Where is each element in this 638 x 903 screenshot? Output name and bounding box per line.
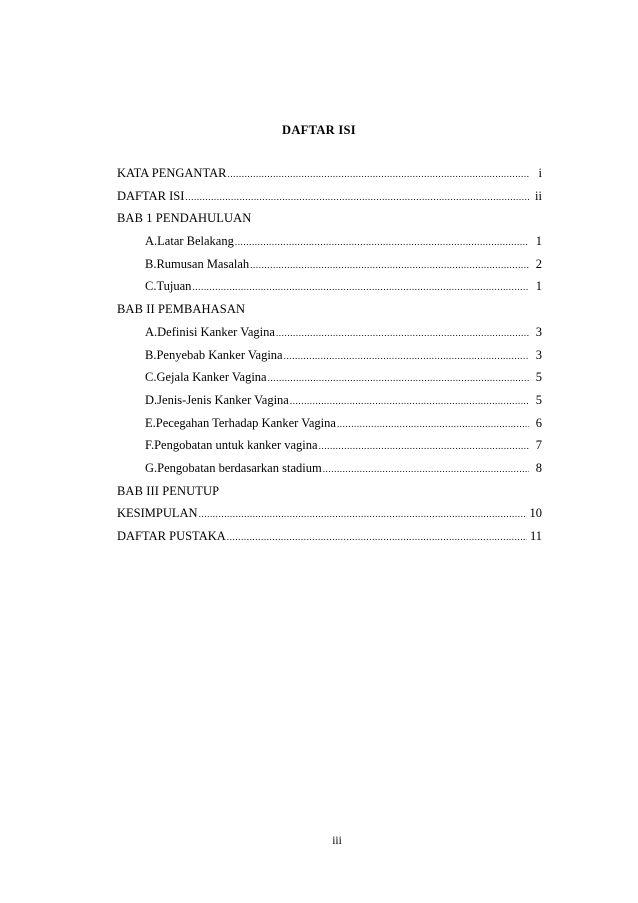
toc-entry-page-number: 7 bbox=[535, 438, 542, 453]
toc-entry-page-number: 1 bbox=[535, 279, 542, 294]
toc-entry-label: Definisi Kanker Vagina bbox=[157, 324, 275, 339]
toc-entry-label: Pengobatan untuk kanker vagina bbox=[154, 438, 318, 453]
table-of-contents bbox=[117, 162, 542, 548]
toc-dot-leader bbox=[284, 345, 529, 368]
toc-entry bbox=[117, 434, 542, 457]
toc-entry bbox=[117, 366, 542, 389]
toc-entry-page-number: 5 bbox=[535, 370, 542, 385]
toc-entry bbox=[117, 457, 542, 480]
toc-entry-label: KATA PENGANTAR bbox=[117, 166, 227, 180]
toc-dot-leader bbox=[192, 276, 529, 299]
toc-entry-label: Gejala Kanker Vagina bbox=[156, 370, 267, 385]
toc-entry-letter: E. bbox=[145, 415, 156, 430]
toc-entry-page-number: 8 bbox=[535, 460, 542, 475]
toc-entry-label: KESIMPULAN bbox=[117, 506, 198, 521]
toc-entry-label: Jenis-Jenis Kanker Vagina bbox=[157, 392, 289, 407]
toc-dot-leader bbox=[323, 458, 529, 481]
toc-entry bbox=[117, 230, 542, 253]
toc-entry bbox=[117, 253, 542, 276]
toc-entry-label: Rumusan Masalah bbox=[156, 256, 250, 271]
toc-entry bbox=[117, 275, 542, 298]
toc-dot-leader bbox=[337, 413, 529, 436]
toc-dot-leader bbox=[227, 163, 529, 186]
toc-entry-label: Pengobatan berdasarkan stadium bbox=[157, 460, 322, 475]
toc-entry-letter: B. bbox=[145, 347, 157, 362]
toc-dot-leader bbox=[185, 186, 529, 209]
toc-entry bbox=[117, 412, 542, 435]
toc-entry-label: Tujuan bbox=[156, 279, 192, 294]
toc-entry-letter: G. bbox=[145, 460, 158, 475]
toc-entry-letter: A. bbox=[145, 234, 158, 249]
toc-entry-label: Penyebab Kanker Vagina bbox=[156, 347, 283, 362]
toc-entry-label: Pecegahan Terhadap Kanker Vagina bbox=[155, 415, 336, 430]
toc-entry-page-number: 6 bbox=[535, 415, 542, 430]
toc-entry-label: BAB 1 PENDAHULUAN bbox=[117, 211, 252, 226]
toc-entry-page-number: ii bbox=[535, 188, 542, 203]
toc-entry-page-number: 5 bbox=[535, 392, 542, 407]
toc-entry-page-number: 3 bbox=[535, 324, 542, 339]
toc-entry-label: Latar Belakang bbox=[157, 234, 234, 249]
toc-entry bbox=[117, 321, 542, 344]
toc-dot-leader bbox=[319, 435, 529, 458]
toc-entry-letter: B. bbox=[145, 256, 157, 271]
toc-entry-page-number: 1 bbox=[535, 234, 542, 249]
toc-entry-page-number: i bbox=[538, 166, 542, 180]
toc-entry-label: DAFTAR ISI bbox=[117, 188, 185, 203]
toc-entry-letter: D. bbox=[145, 392, 158, 407]
toc-dot-leader bbox=[199, 503, 527, 526]
toc-dot-leader bbox=[227, 526, 527, 549]
toc-entry-page-number: 10 bbox=[529, 506, 542, 521]
toc-entry-letter: F. bbox=[145, 438, 155, 453]
toc-entry bbox=[117, 185, 542, 208]
toc-dot-leader bbox=[268, 367, 529, 390]
page-number: iii bbox=[332, 835, 342, 847]
toc-entry-letter: C. bbox=[145, 279, 157, 294]
toc-entry bbox=[117, 389, 542, 412]
toc-entry bbox=[117, 344, 542, 367]
toc-entry bbox=[117, 162, 542, 185]
toc-entry-label: BAB II PEMBAHASAN bbox=[117, 302, 246, 317]
toc-dot-leader bbox=[250, 254, 529, 277]
toc-entry-label: DAFTAR PUSTAKA bbox=[117, 529, 226, 543]
toc-section-heading bbox=[117, 207, 542, 230]
toc-section-heading bbox=[117, 480, 542, 503]
toc-entry bbox=[117, 502, 542, 525]
toc-entry-letter: A. bbox=[145, 324, 158, 339]
toc-entry-label: BAB III PENUTUP bbox=[117, 483, 220, 498]
toc-dot-leader bbox=[290, 390, 529, 413]
toc-entry-page-number: 11 bbox=[529, 529, 542, 543]
toc-dot-leader bbox=[276, 322, 529, 345]
page-title: DAFTAR ISI bbox=[282, 123, 356, 137]
toc-entry-page-number: 3 bbox=[535, 347, 542, 362]
toc-section-heading bbox=[117, 298, 542, 321]
toc-entry bbox=[117, 525, 542, 548]
toc-dot-leader bbox=[235, 231, 529, 254]
toc-entry-page-number: 2 bbox=[535, 256, 542, 271]
toc-entry-letter: C. bbox=[145, 370, 157, 385]
